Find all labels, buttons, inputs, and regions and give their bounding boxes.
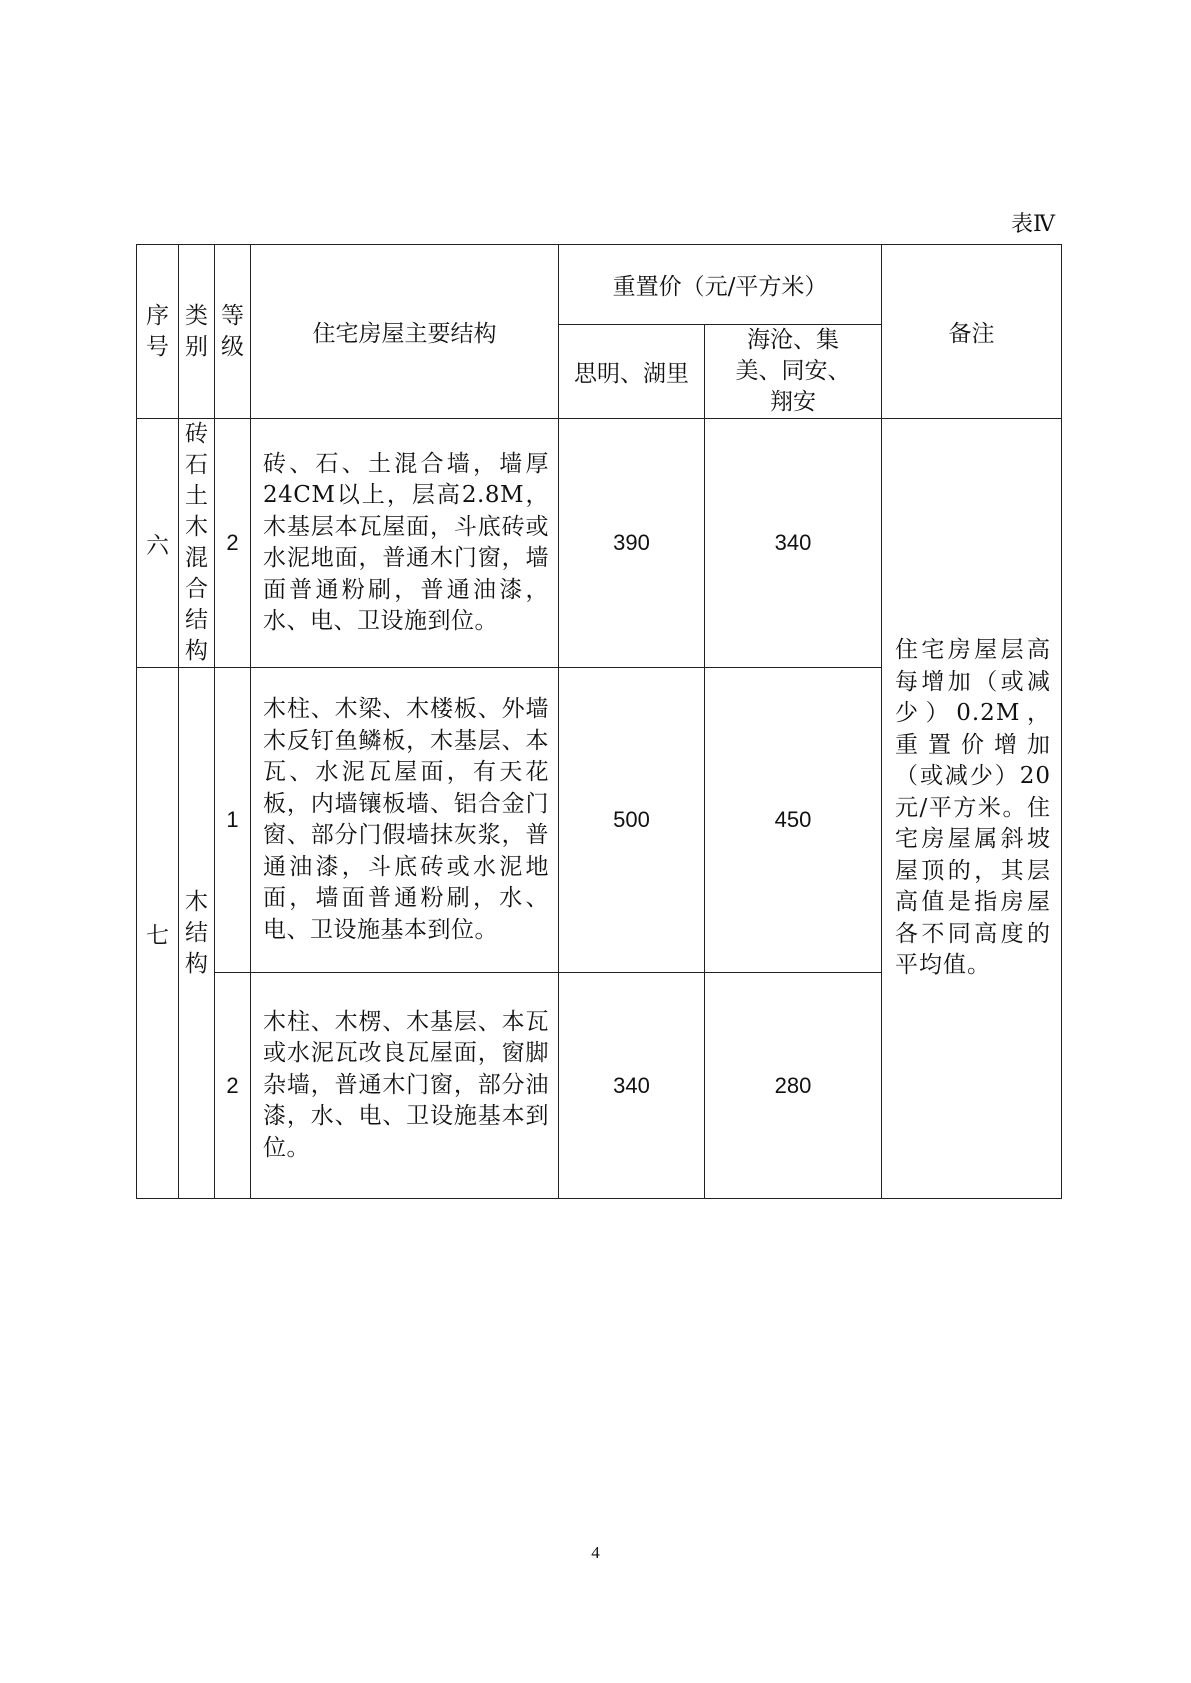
- price-b-cell: [705, 668, 882, 973]
- table-row: [137, 419, 1062, 668]
- grade-cell: [215, 419, 251, 668]
- header-price-a: 思明、湖里: [574, 361, 689, 387]
- row-price-b: 340: [774, 530, 812, 555]
- header-grade-cell: [215, 245, 251, 419]
- serial-cell: [137, 419, 179, 668]
- row-category: 木结构: [185, 888, 208, 977]
- row-price-a: 340: [613, 1072, 650, 1098]
- row-grade: 2: [226, 1072, 239, 1098]
- price-a-cell: [559, 419, 705, 668]
- row-structure: 砖、石、土混合墙，墙厚24CM以上，层高2.8M，木基层本瓦屋面，斗底砖或水泥地面，普通木门窗，墙面普通粉刷，普通油漆，水、电、卫设施到位。: [263, 450, 549, 634]
- row-structure: 木柱、木梁、木楼板、外墙木反钉鱼鳞板，木基层、本瓦、水泥瓦屋面，有天花板，内墙镶板墙、铝合金门窗、部分门假墙抹灰浆，普通油漆，斗底砖或水泥地面，墙面普通粉刷，水、电、卫设施基本到位。: [263, 696, 549, 943]
- row-structure: 木柱、木楞、木基层、本瓦或水泥瓦改良瓦屋面，窗脚杂墙，普通木门窗，部分油漆，水、电、卫设施基本到位。: [263, 1008, 549, 1161]
- row-grade: 1: [226, 807, 239, 832]
- price-a-cell: [559, 973, 705, 1199]
- grade-cell: [215, 973, 251, 1199]
- grade-cell: [215, 668, 251, 973]
- header-category: 类别: [185, 302, 208, 360]
- price-b-cell: [705, 973, 882, 1199]
- header-structure-cell: [251, 245, 559, 419]
- category-cell: [179, 419, 215, 668]
- header-serial-cell: [137, 245, 179, 419]
- category-cell: [179, 668, 215, 1199]
- header-price-a-cell: [559, 325, 705, 419]
- price-a-cell: [559, 668, 705, 973]
- structure-cell: [251, 419, 559, 668]
- price-b-cell: [705, 419, 882, 668]
- row-price-b: 280: [774, 1072, 812, 1098]
- header-price-group-cell: [559, 245, 882, 325]
- header-row-1: [137, 245, 1062, 325]
- page-number: 4: [591, 1543, 600, 1562]
- header-price-b-cell: [705, 325, 882, 419]
- note-cell: [882, 419, 1062, 1199]
- row-serial: 七: [146, 922, 169, 949]
- header-category-cell: [179, 245, 215, 419]
- structure-cell: [251, 668, 559, 973]
- header-price-group: 重置价（元/平方米）: [612, 274, 828, 300]
- row-category: 砖石土木混合结构: [185, 421, 208, 664]
- header-grade: 等级: [221, 302, 244, 360]
- serial-cell: [137, 668, 179, 1199]
- header-structure: 住宅房屋主要结构: [312, 321, 497, 347]
- header-note-cell: [882, 245, 1062, 419]
- header-note: 备注: [948, 321, 995, 347]
- row-grade: 2: [226, 530, 239, 555]
- row-serial: 六: [146, 532, 169, 559]
- row-price-a: 500: [613, 807, 650, 832]
- price-table: [136, 244, 1062, 1199]
- row-price-a: 390: [613, 530, 650, 555]
- header-serial: 序号: [146, 302, 169, 360]
- note-text: 住宅房屋层高每增加（或减少）0.2M，重置价增加（或减少）20元/平方米。住宅房屋属斜坡屋顶的，其层高值是指房屋各不同高度的平均值。: [895, 637, 1051, 979]
- table-label: 表Ⅳ: [1011, 212, 1055, 237]
- row-price-b: 450: [774, 807, 812, 832]
- header-price-b: 海沧、集美、同安、翔安: [735, 327, 851, 415]
- structure-cell: [251, 973, 559, 1199]
